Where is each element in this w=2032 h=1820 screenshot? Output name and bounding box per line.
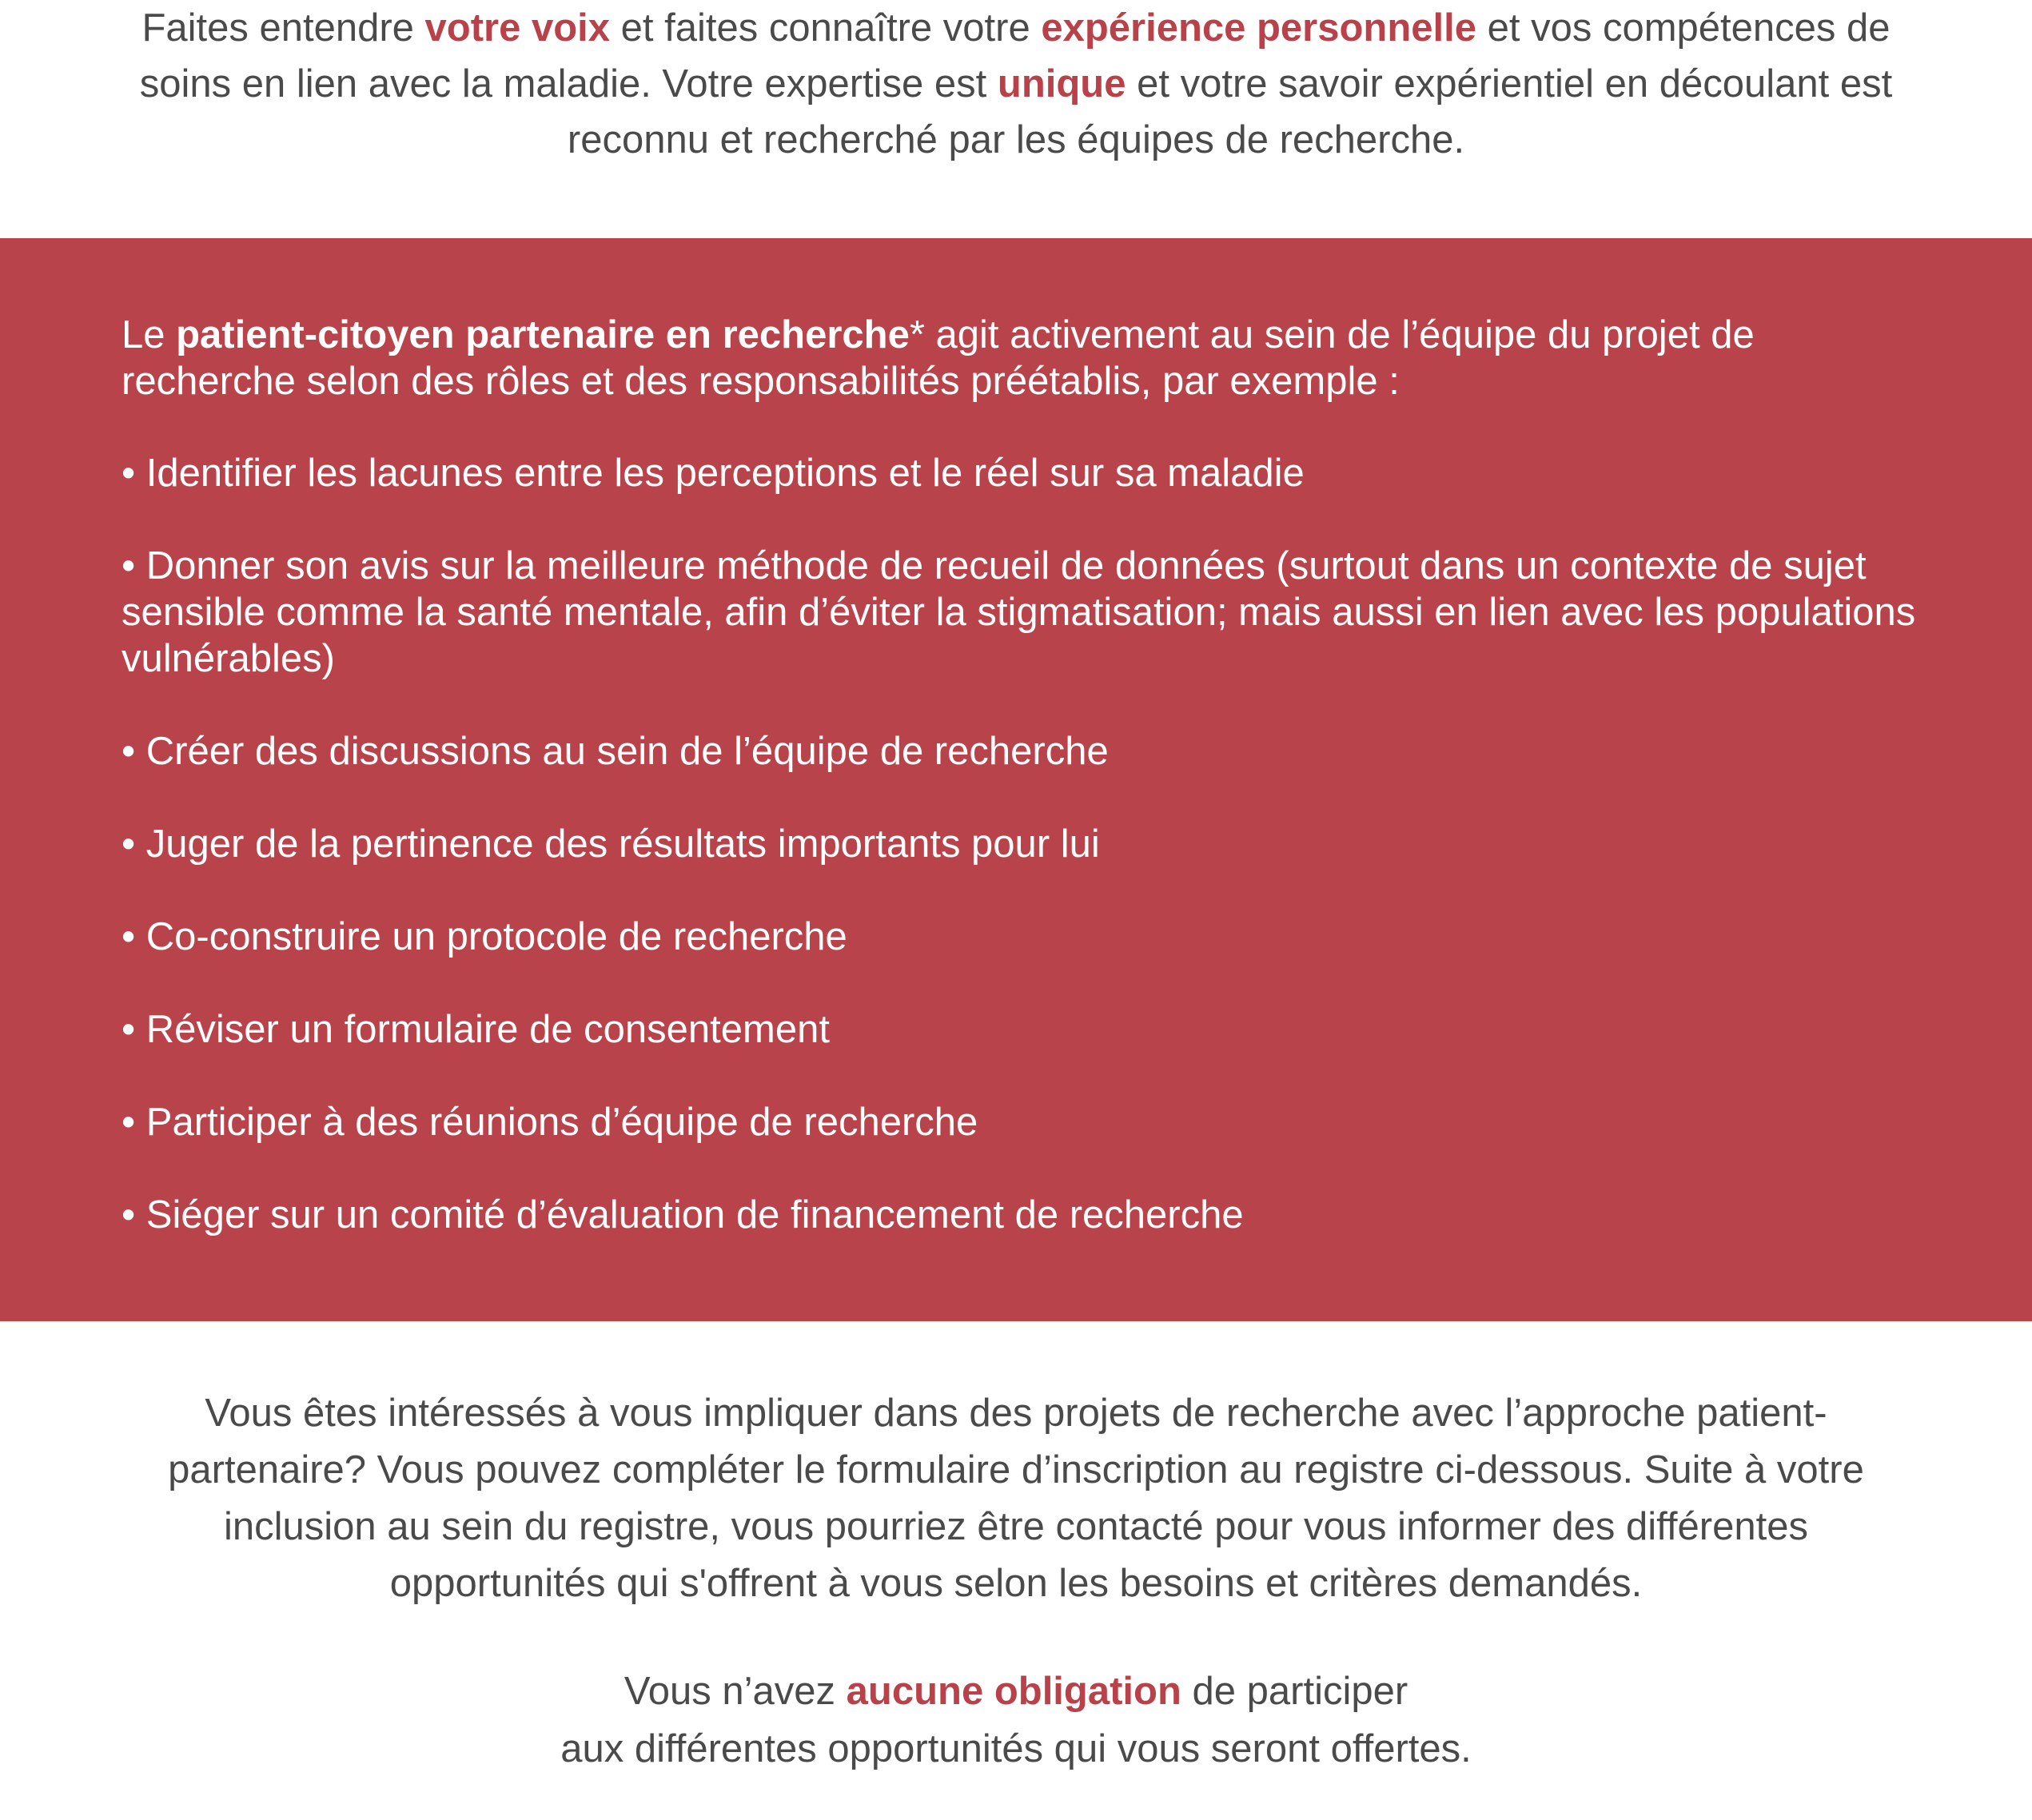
closing-prefix: Vous n’avez (624, 1670, 847, 1713)
role-item-text: Juger de la pertinence des résultats importants pour lui (145, 822, 1100, 866)
intro-paragraph (128, 0, 1904, 168)
roles-lead (122, 312, 1920, 404)
bullet-icon: • (122, 730, 136, 773)
role-item (122, 450, 1920, 496)
intro-highlight-experience: expérience personnelle (1041, 6, 1477, 50)
closing-paragraph (128, 1663, 1904, 1778)
role-item (122, 821, 1920, 867)
role-item (122, 1192, 1920, 1238)
role-item (122, 914, 1920, 960)
roles-content (122, 312, 1920, 1238)
closing-suffix: de participer (1181, 1670, 1408, 1713)
bullet-icon: • (122, 915, 136, 958)
roles-lead-prefix: Le (122, 313, 177, 356)
roles-band (0, 238, 2032, 1321)
intro-text-2: et faites connaître votre (610, 6, 1042, 50)
intro-text-1: Faites entendre (141, 6, 425, 50)
bullet-icon: • (122, 452, 136, 495)
intro-highlight-voice: votre voix (424, 6, 611, 50)
role-item-text: Identifier les lacunes entre les perceptions et le réel sur sa maladie (145, 452, 1305, 495)
role-item-text: Donner son avis sur la meilleure méthode de recueil de données (surtout dans un contexte de sujet sensible comme la santé mentale, afin d’éviter la stigmatisation; mais aussi en lien avec les populations vulnérables) (122, 544, 1916, 680)
intro-text-4: et votre savoir expérientiel en découlant est reconnu et recherché par les équipes de recherche. (567, 62, 1893, 161)
intro-text-3: et vos compétences de soins en lien avec la maladie. Votre expertise est (139, 6, 1891, 106)
role-item (122, 543, 1920, 682)
role-item-text: Créer des discussions au sein de l’équipe de recherche (145, 730, 1109, 773)
outro-paragraph: Vous êtes intéressés à vous impliquer dans des projets de recherche avec l’approche patient-partenaire? Vous pouvez compléter le formulaire d’inscription au registre ci-dessous. Suite à votre inclusion au sein du registre, vous pourriez être contacté pour vous informer des différentes opportunités qui s'offrent à vous selon les besoins et critères demandés. (168, 1392, 1864, 1605)
intro-highlight-unique: unique (997, 62, 1126, 106)
roles-lead-term: patient-citoyen partenaire en recherche (176, 313, 910, 356)
role-item (122, 1099, 1920, 1145)
closing-highlight: aucune obligation (846, 1670, 1181, 1713)
role-item (122, 728, 1920, 775)
role-item-text: Siéger sur un comité d’évaluation de financement de recherche (145, 1193, 1244, 1237)
role-item-text: Participer à des réunions d’équipe de recherche (145, 1101, 978, 1144)
bullet-icon: • (122, 1193, 136, 1237)
role-item-text: Réviser un formulaire de consentement (145, 1008, 830, 1051)
roles-lead-suffix: * agit activement au sein de l’équipe du projet de recherche selon des rôles et des responsabilités préétablis, par exemple : (122, 313, 1755, 403)
bullet-icon: • (122, 544, 136, 587)
bullet-icon: • (122, 1101, 136, 1144)
closing-line-1 (128, 1663, 1904, 1720)
role-item (122, 1006, 1920, 1053)
roles-list (122, 450, 1920, 1238)
bullet-icon: • (122, 1008, 136, 1051)
role-item-text: Co-construire un protocole de recherche (145, 915, 847, 958)
closing-line-2: aux différentes opportunités qui vous seront offertes. (560, 1727, 1472, 1770)
bullet-icon: • (122, 822, 136, 866)
